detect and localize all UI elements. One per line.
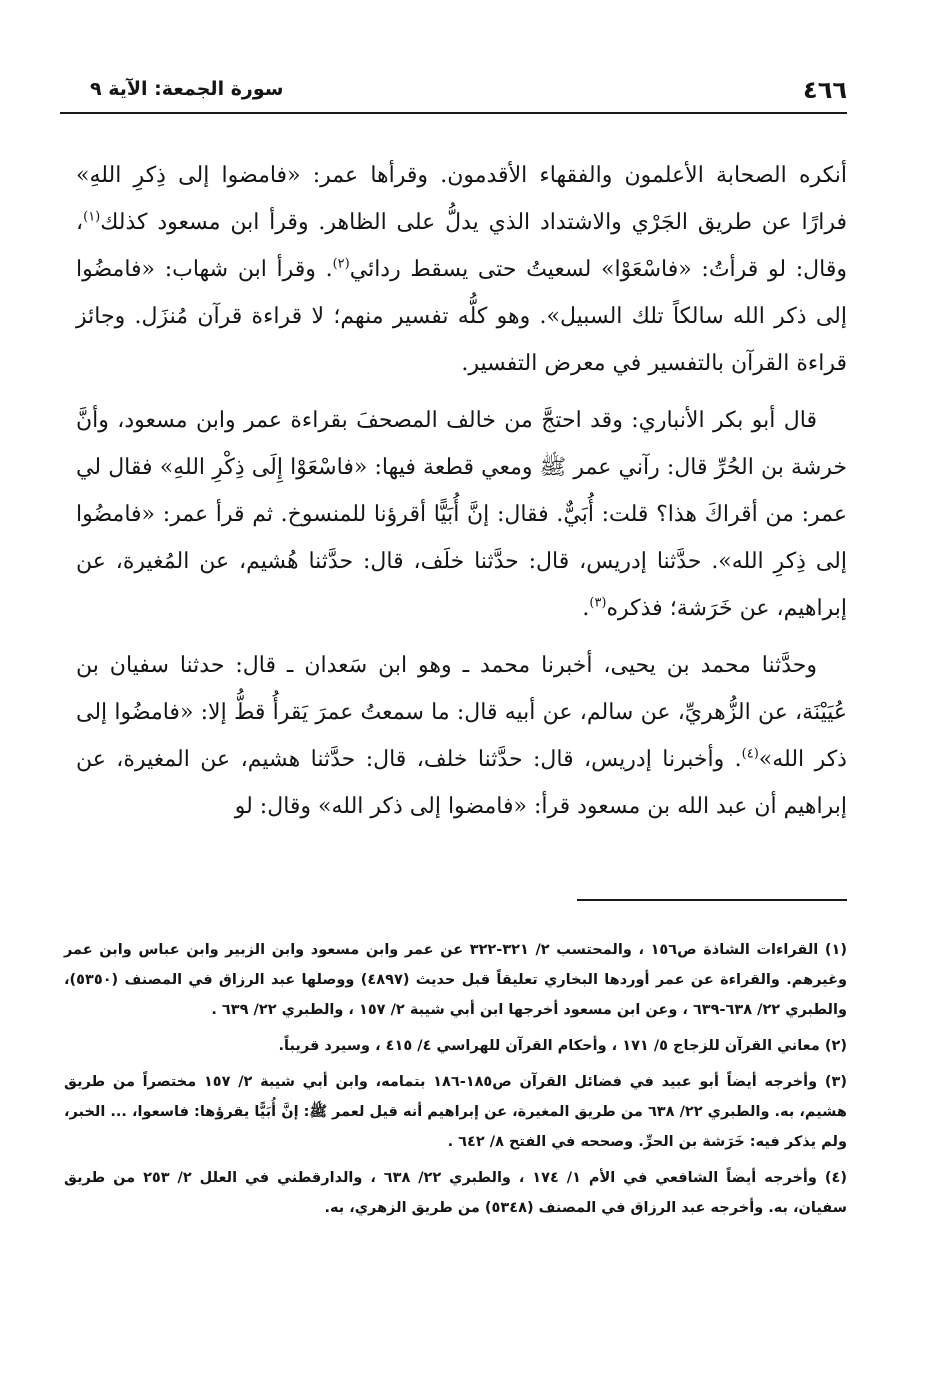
page-header (60, 72, 847, 114)
paragraph-2-text: قال أبو بكر الأنباري: وقد احتجَّ من خالف المصحفَ بقراءة عمر وابن مسعود، وأنَّ خرشة بن الحُرِّ قال: رآني عمر ﷺ ومعي قطعة فيها: «فاسْعَوْا إِلَى ذِكْرِ اللهِ» فقال لي عمر: من أقراكَ هذا؟ قلت: أُبَيٌّ. فقال: إنَّ أُبَيًّا أقرؤنا للمنسوخ. ثم قرأ عمر: «فامضُوا إلى ذِكرِ الله». حدَّثنا إدريس، قال: حدَّثنا خلَف، قال: حدَّثنا هُشيم، عن المُغيرة، عن إبراهيم، عن خَرَشة؛ فذكره (76, 408, 847, 621)
main-text (76, 152, 847, 840)
footnote-ref-3[interactable]: (٣) (589, 595, 607, 611)
paragraph-1 (76, 152, 847, 387)
footnotes (64, 935, 847, 1229)
paragraph-1-text: أنكره الصحابة الأعلمون والفقهاء الأقدمون. وقرأها عمر: «فامضوا إلى ذِكرِ اللهِ» فرارًا عن طريق الجَرْي والاشتداد الذي يدلُّ على الظاهر. وقرأ ابن مسعود كذلك (76, 163, 847, 235)
footnote-ref-4[interactable]: (٤) (741, 746, 759, 762)
paragraph-2 (76, 397, 847, 632)
footnote-2: (٢) معاني القرآن للزجاج ٥/ ١٧١ ، وأحكام القرآن للهراسي ٤/ ٤١٥ ، وسيرد قريباً. (278, 1038, 847, 1054)
footnote-4: (٤) وأخرجه أيضاً الشافعي في الأم ١/ ١٧٤ ، والطبري ٢٢/ ٦٣٨ ، والدارقطني في العلل ٢/ ٢٥٣ من طريق سفيان، به. وأخرجه عبد الرزاق في المصنف (٥٣٤٨) من طريق الزهري، به. (64, 1170, 847, 1216)
paragraph-3-text: وحدَّثنا محمد بن يحيى، أخبرنا محمد ـ وهو ابن سَعدان ـ قال: حدثنا سفيان بن عُيَيْنَة، عن الزُّهريِّ، عن سالم، عن أبيه قال: ما سمعتُ عمرَ يَقرأُ قطُّ إلا: «فامضُوا إلى ذكر الله» (76, 653, 847, 772)
paragraph-1-text-3: . وقرأ ابن شهاب: «فامضُوا إلى ذكر الله سالكاً تلك السبيل». وهو كلُّه تفسير منهم؛ لا قراءة قرآن مُنزَل. وجائز قراءة القرآن بالتفسير في معرض التفسير. (76, 257, 847, 376)
footnote-3: (٣) وأخرجه أيضاً أبو عبيد في فضائل القرآن ص١٨٥-١٨٦ بتمامه، وابن أبي شيبة ٢/ ١٥٧ مختصراً من طريق هشيم، به. والطبري ٢٢/ ٦٣٨ من طريق المغيرة، عن إبراهيم أنه قيل لعمر ﷺ: إنَّ أُبَيًّا يقرؤها: فاسعوا، ... الخبر، ولم يذكر فيه: خَرَشة بن الحرِّ. وصححه في الفتح ٨/ ٦٤٢ . (64, 1074, 847, 1150)
running-title: سورة الجمعة: الآية ٩ (90, 78, 284, 100)
footnote-ref-1[interactable]: (١) (83, 209, 101, 225)
page-number: ٤٦٦ (803, 76, 847, 104)
paragraph-1-text-2: ، وقال: لو قرأتُ: «فاسْعَوْا» لسعيتُ حتى يسقط ردائي (76, 210, 848, 282)
footnote-divider (577, 899, 847, 901)
paragraph-3-text-2: . وأخبرنا إدريس، قال: حدَّثنا خلف، قال: حدَّثنا هشيم، عن المغيرة، عن إبراهيم أن عبد الله بن مسعود قرأ: «فامضوا إلى ذكر الله» وقال: لو (76, 747, 847, 819)
footnote-1: (١) القراءات الشاذة ص١٥٦ ، والمحتسب ٢/ ٣٢١-٣٢٢ عن عمر وابن مسعود وابن الزبير وابن عباس وابن عمر وغيرهم. والقراءة عن عمر أوردها البخاري تعليقاً قبل حديث (٤٨٩٧) ووصلها عبد الرزاق في المصنف (٥٣٥٠)، والطبري ٢٢/ ٦٣٨-٦٣٩ ، وعن ابن مسعود أخرجها ابن أبي شيبة ٢/ ١٥٧ ، والطبري ٢٢/ ٦٣٩ . (64, 942, 848, 1018)
footnote-ref-2[interactable]: (٢) (332, 256, 350, 272)
paragraph-3 (76, 642, 847, 830)
paragraph-2-text-2: . (582, 596, 590, 621)
